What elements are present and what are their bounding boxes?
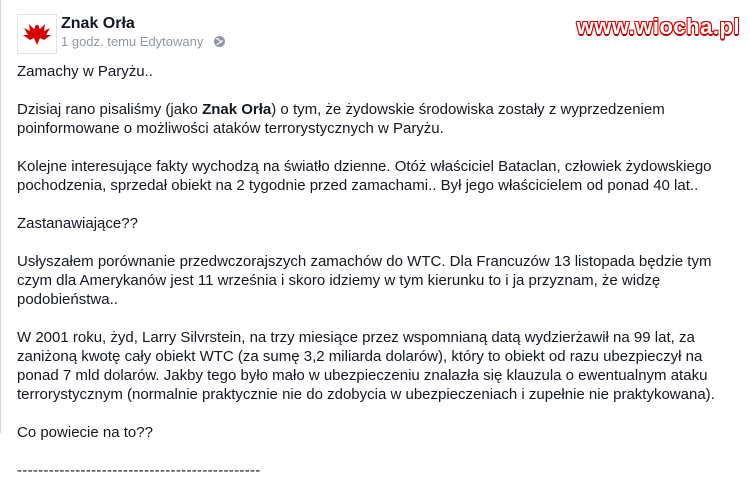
paragraph-6: W 2001 roku, żyd, Larry Silvrstein, na trzy miesiące przez wspomnianą datą wydzierżawił na 99 lat, za zaniżoną kwotę cały obiekt WTC (za sumę 3,2 miliarda dolarów), który to obiekt od razu ubezpieczył na ponad 7 mld dolarów. Jakby tego było mało w ubezpieczeniu znalazła się klauzula o ewentualnym ataku terrorystycznym (normalnie praktycznie nie do zdobycia w ubezpieczeniach i zupełnie nie praktykowana).	[17, 329, 715, 403]
watermark: www.wiocha.pl	[576, 14, 740, 39]
avatar[interactable]	[17, 14, 57, 54]
page-name-bold: Znak Orła	[202, 101, 272, 118]
paragraph-4: Zastanawiające??	[17, 215, 138, 232]
divider-dashes: ----------------------------------------------	[17, 462, 261, 479]
paragraph-7: Co powiecie na to??	[17, 424, 153, 441]
edited-label[interactable]: Edytowany	[139, 34, 204, 49]
globe-icon[interactable]	[213, 35, 226, 48]
post-body	[17, 62, 741, 499]
paragraph-5: Usłyszałem porównanie przedwczorajszych zamachów do WTC. Dla Francuzów 13 listopada będzie tym czym dla Amerykanów jest 11 września i skoro idziemy w tym kierunku to i ja przyznam, że widzę podobieństwa..	[17, 253, 712, 308]
paragraph-1: Zamachy w Paryżu..	[17, 63, 153, 80]
post-meta	[61, 34, 226, 49]
post-time[interactable]: 1 godz. temu	[61, 34, 137, 49]
eagle-logo-icon	[18, 15, 56, 53]
paragraph-3: Kolejne interesujące fakty wychodzą na światło dzienne. Otóż właściciel Bataclan, człowiek żydowskiego pochodzenia, sprzedał obiekt na 2 tygodnie przed zamachami.. Był jego właścicielem od ponad 40 lat..	[17, 158, 712, 194]
author-name[interactable]: Znak Orła	[61, 15, 135, 32]
paragraph-2: Dzisiaj rano pisaliśmy (jako Znak Orła) o tym, że żydowskie środowiska zostały z wyprzedzeniem poinformowane o możliwości ataków terrorystycznych w Paryżu.	[17, 101, 665, 137]
